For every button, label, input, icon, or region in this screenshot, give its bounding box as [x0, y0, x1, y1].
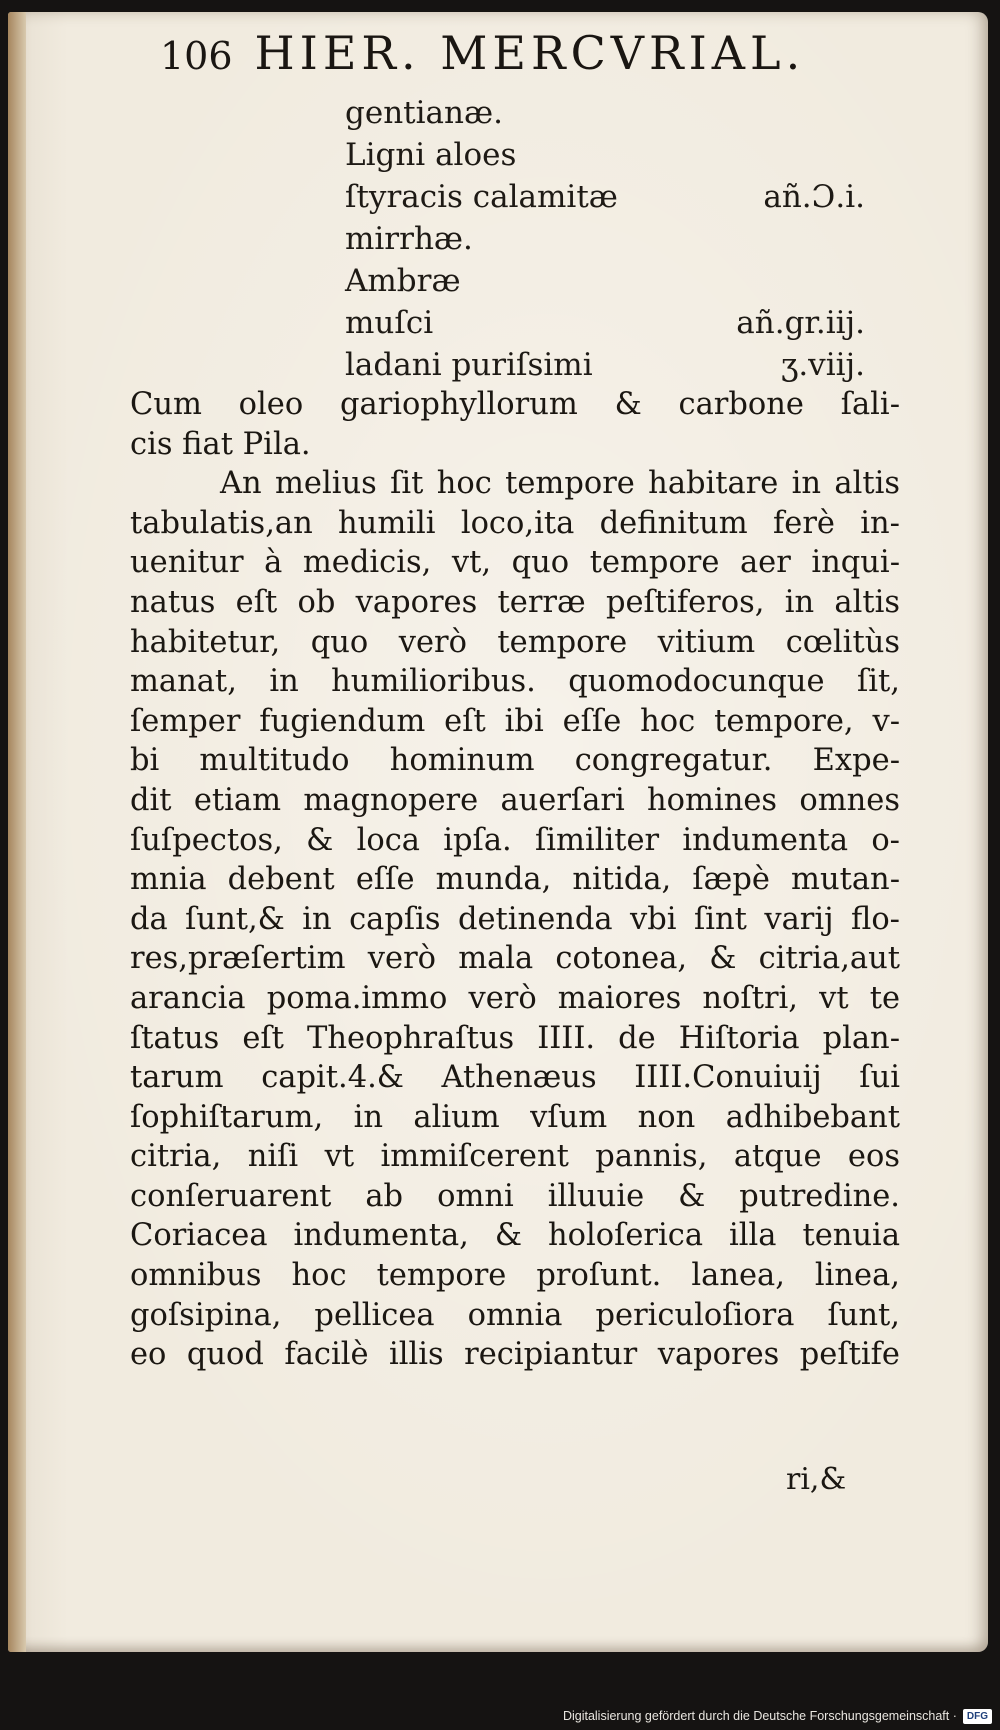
recipe-ingredient: muſci: [345, 305, 434, 341]
recipe-ingredient: ſtyracis calamitæ: [345, 179, 618, 215]
recipe-row: [345, 302, 865, 344]
page-number: 106: [160, 34, 233, 78]
text-line: mnia debent eſſe munda, nitida, ſæpè mutan-: [130, 862, 900, 898]
recipe-row: [345, 218, 865, 260]
text-line: An melius ſit hoc tempore habitare in altis: [220, 466, 900, 502]
text-line: manat, in humilioribus. quomodocunque ſit,: [130, 664, 900, 700]
text-line: eo quod facilè illis recipiantur vapores peſtife: [130, 1337, 900, 1373]
recipe-ingredient: gentianæ.: [345, 95, 503, 131]
text-line: citria, niſi vt immiſcerent pannis, atque eos: [130, 1139, 900, 1175]
footer-credit: Digitalisierung gefördert durch die Deutsche Forschungsgemeinschaft ·: [562, 1709, 957, 1723]
body-text: [130, 385, 900, 1375]
text-line: conſeruarent ab omni illuuie & putredine.: [130, 1178, 900, 1214]
text-line: bi multitudo hominum congregatur. Expe-: [130, 743, 900, 779]
page-gutter-edge: [8, 12, 26, 1652]
text-line: natus eſt ob vapores terræ peſtiferos, in altis: [130, 584, 900, 620]
text-line: cis fiat Pila.: [130, 426, 311, 462]
recipe-ingredient: Ligni aloes: [345, 137, 517, 173]
text-line: ſophiſtarum, in alium vſum non adhibebant: [130, 1099, 900, 1135]
recipe-ingredient: Ambræ: [345, 263, 461, 299]
recipe-row: [345, 176, 865, 218]
recipe-ingredient: mirrhæ.: [345, 221, 473, 257]
text-line: habitetur, quo verò tempore vitium cœlitùs: [130, 624, 900, 660]
text-line: ſemper fugiendum eſt ibi eſſe hoc tempore, v-: [130, 703, 900, 739]
text-line: tabulatis,an humili loco,ita definitum ferè in-: [130, 505, 900, 541]
dfg-logo-icon: DFG: [963, 1709, 992, 1724]
recipe-quantity: añ.gr.iij.: [736, 305, 865, 341]
text-line: arancia poma.immo verò maiores noſtri, vt te: [130, 980, 900, 1016]
text-line: ſuſpectos, & loca ipſa. ſimiliter indumenta o-: [130, 822, 900, 858]
recipe-list: [345, 92, 865, 386]
recipe-quantity: ʒ.viij.: [780, 347, 865, 383]
recipe-row: [345, 134, 865, 176]
recipe-row: [345, 260, 865, 302]
text-line: da ſunt,& in capſis detinenda vbi ſint varij flo-: [130, 901, 900, 937]
running-title: HIER. MERCVRIAL.: [254, 26, 806, 80]
recipe-ingredient: ladani puriſsimi: [345, 347, 593, 383]
running-head: [160, 26, 850, 80]
text-line: Coriacea indumenta, & holoſerica illa tenuia: [130, 1218, 900, 1254]
catchword: ri,&: [786, 1462, 847, 1497]
text-line: tarum capit.4.& Athenæus IIII.Conuiuij ſui: [130, 1060, 900, 1096]
text-line: omnibus hoc tempore proſunt. lanea, linea,: [130, 1258, 900, 1294]
text-line: ſtatus eſt Theophraſtus IIII. de Hiſtoria plan-: [130, 1020, 900, 1056]
text-line: res,præſertim verò mala cotonea, & citria,aut: [130, 941, 900, 977]
text-line: uenitur à medicis, vt, quo tempore aer inqui-: [130, 545, 900, 581]
text-line: goſsipina, pellicea omnia periculoſiora ſunt,: [130, 1297, 900, 1333]
recipe-row: [345, 344, 865, 386]
recipe-quantity: añ.Ɔ.i.: [763, 179, 865, 215]
recipe-row: [345, 92, 865, 134]
text-line: Cum oleo gariophyllorum & carbone ſali-: [130, 387, 900, 422]
digitization-footer: [563, 1706, 992, 1726]
text-line: dit etiam magnopere auerſari homines omnes: [130, 782, 900, 818]
